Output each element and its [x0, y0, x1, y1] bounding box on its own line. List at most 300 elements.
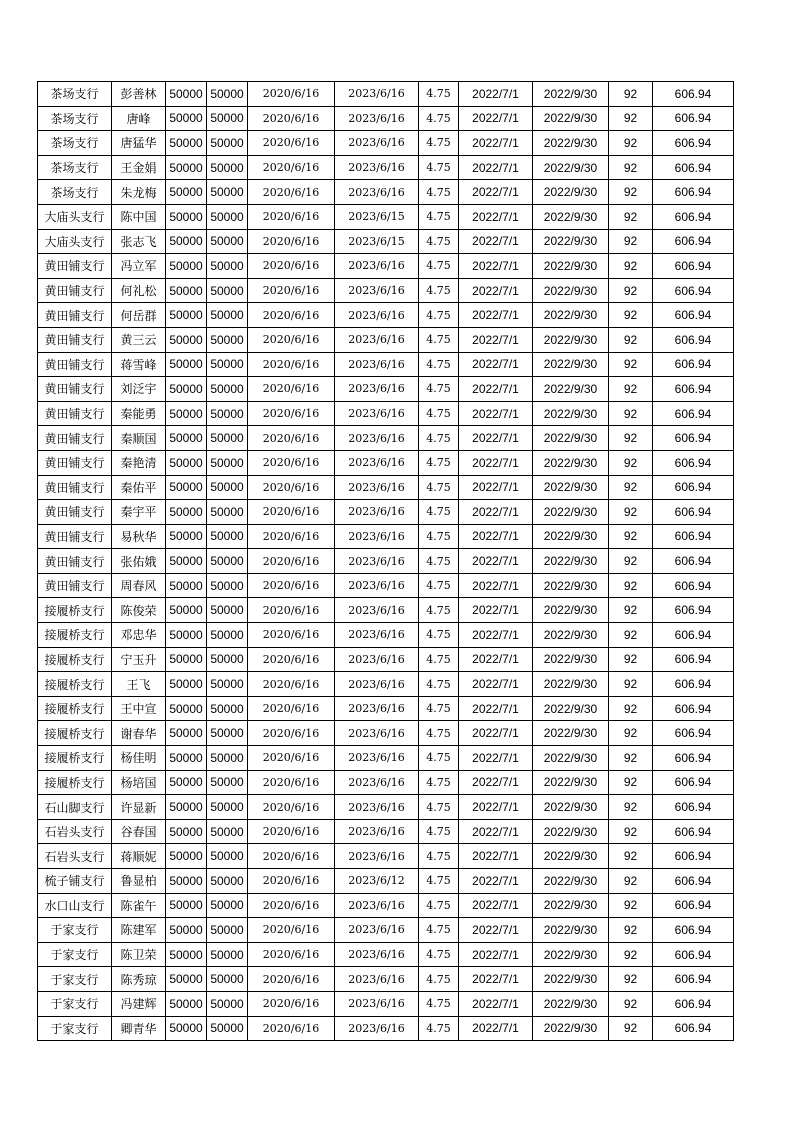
name-cell: 何岳群	[112, 303, 166, 328]
rate-cell: 4.75	[419, 500, 459, 525]
period-start-cell: 2022/7/1	[459, 278, 533, 303]
period-start-cell: 2022/7/1	[459, 573, 533, 598]
balance-cell: 50000	[207, 327, 248, 352]
end-date-cell: 2023/6/16	[335, 623, 419, 648]
period-end-cell: 2022/9/30	[533, 844, 609, 869]
balance-cell: 50000	[207, 450, 248, 475]
name-cell: 秦宇平	[112, 500, 166, 525]
days-cell: 92	[609, 82, 653, 107]
end-date-cell: 2023/6/15	[335, 229, 419, 254]
table-body	[38, 82, 734, 1041]
balance-cell: 50000	[207, 991, 248, 1016]
table-row	[38, 204, 734, 229]
branch-cell: 黄田铺支行	[38, 254, 112, 279]
rate-cell: 4.75	[419, 647, 459, 672]
name-cell: 蒋雪峰	[112, 352, 166, 377]
table-row	[38, 795, 734, 820]
balance-cell: 50000	[207, 770, 248, 795]
end-date-cell: 2023/6/16	[335, 573, 419, 598]
name-cell: 陈建军	[112, 918, 166, 943]
branch-cell: 于家支行	[38, 991, 112, 1016]
name-cell: 陈俊荣	[112, 598, 166, 623]
start-date-cell: 2020/6/16	[248, 475, 335, 500]
name-cell: 王金娟	[112, 155, 166, 180]
rate-cell: 4.75	[419, 204, 459, 229]
branch-cell: 茶场支行	[38, 82, 112, 107]
loan-amount-cell: 50000	[166, 672, 207, 697]
loan-amount-cell: 50000	[166, 991, 207, 1016]
name-cell: 王中宣	[112, 696, 166, 721]
rate-cell: 4.75	[419, 131, 459, 156]
rate-cell: 4.75	[419, 229, 459, 254]
interest-cell: 606.94	[653, 180, 734, 205]
days-cell: 92	[609, 106, 653, 131]
start-date-cell: 2020/6/16	[248, 524, 335, 549]
start-date-cell: 2020/6/16	[248, 303, 335, 328]
branch-cell: 黄田铺支行	[38, 500, 112, 525]
period-end-cell: 2022/9/30	[533, 450, 609, 475]
loan-amount-cell: 50000	[166, 377, 207, 402]
balance-cell: 50000	[207, 278, 248, 303]
days-cell: 92	[609, 278, 653, 303]
table-row	[38, 991, 734, 1016]
period-end-cell: 2022/9/30	[533, 131, 609, 156]
days-cell: 92	[609, 647, 653, 672]
table-row	[38, 844, 734, 869]
interest-cell: 606.94	[653, 721, 734, 746]
days-cell: 92	[609, 229, 653, 254]
days-cell: 92	[609, 155, 653, 180]
table-row	[38, 401, 734, 426]
period-end-cell: 2022/9/30	[533, 401, 609, 426]
period-start-cell: 2022/7/1	[459, 893, 533, 918]
rate-cell: 4.75	[419, 721, 459, 746]
end-date-cell: 2023/6/16	[335, 475, 419, 500]
days-cell: 92	[609, 795, 653, 820]
period-start-cell: 2022/7/1	[459, 819, 533, 844]
period-end-cell: 2022/9/30	[533, 524, 609, 549]
table-row	[38, 450, 734, 475]
start-date-cell: 2020/6/16	[248, 426, 335, 451]
end-date-cell: 2023/6/16	[335, 450, 419, 475]
loan-amount-cell: 50000	[166, 131, 207, 156]
end-date-cell: 2023/6/16	[335, 795, 419, 820]
days-cell: 92	[609, 991, 653, 1016]
branch-cell: 于家支行	[38, 942, 112, 967]
period-end-cell: 2022/9/30	[533, 869, 609, 894]
end-date-cell: 2023/6/16	[335, 918, 419, 943]
start-date-cell: 2020/6/16	[248, 770, 335, 795]
table-row	[38, 549, 734, 574]
end-date-cell: 2023/6/16	[335, 942, 419, 967]
end-date-cell: 2023/6/16	[335, 746, 419, 771]
period-end-cell: 2022/9/30	[533, 819, 609, 844]
rate-cell: 4.75	[419, 426, 459, 451]
name-cell: 秦艳清	[112, 450, 166, 475]
period-start-cell: 2022/7/1	[459, 696, 533, 721]
name-cell: 朱龙梅	[112, 180, 166, 205]
end-date-cell: 2023/6/16	[335, 967, 419, 992]
balance-cell: 50000	[207, 180, 248, 205]
name-cell: 邓忠华	[112, 623, 166, 648]
name-cell: 周春风	[112, 573, 166, 598]
period-end-cell: 2022/9/30	[533, 549, 609, 574]
loan-amount-cell: 50000	[166, 475, 207, 500]
period-end-cell: 2022/9/30	[533, 475, 609, 500]
balance-cell: 50000	[207, 844, 248, 869]
end-date-cell: 2023/6/16	[335, 82, 419, 107]
interest-cell: 606.94	[653, 426, 734, 451]
balance-cell: 50000	[207, 155, 248, 180]
name-cell: 杨佳明	[112, 746, 166, 771]
interest-cell: 606.94	[653, 204, 734, 229]
period-start-cell: 2022/7/1	[459, 500, 533, 525]
period-start-cell: 2022/7/1	[459, 549, 533, 574]
rate-cell: 4.75	[419, 918, 459, 943]
balance-cell: 50000	[207, 1016, 248, 1041]
loan-amount-cell: 50000	[166, 918, 207, 943]
loan-amount-cell: 50000	[166, 254, 207, 279]
interest-cell: 606.94	[653, 647, 734, 672]
start-date-cell: 2020/6/16	[248, 377, 335, 402]
loan-amount-cell: 50000	[166, 1016, 207, 1041]
start-date-cell: 2020/6/16	[248, 918, 335, 943]
start-date-cell: 2020/6/16	[248, 155, 335, 180]
table-row	[38, 647, 734, 672]
branch-cell: 黄田铺支行	[38, 426, 112, 451]
loan-amount-cell: 50000	[166, 450, 207, 475]
interest-cell: 606.94	[653, 352, 734, 377]
end-date-cell: 2023/6/16	[335, 598, 419, 623]
period-start-cell: 2022/7/1	[459, 795, 533, 820]
branch-cell: 接履桥支行	[38, 647, 112, 672]
interest-cell: 606.94	[653, 377, 734, 402]
period-end-cell: 2022/9/30	[533, 303, 609, 328]
interest-cell: 606.94	[653, 1016, 734, 1041]
branch-cell: 石岩头支行	[38, 844, 112, 869]
start-date-cell: 2020/6/16	[248, 106, 335, 131]
name-cell: 刘泛宇	[112, 377, 166, 402]
loan-amount-cell: 50000	[166, 327, 207, 352]
days-cell: 92	[609, 573, 653, 598]
loan-amount-cell: 50000	[166, 696, 207, 721]
balance-cell: 50000	[207, 303, 248, 328]
end-date-cell: 2023/6/16	[335, 106, 419, 131]
start-date-cell: 2020/6/16	[248, 598, 335, 623]
rate-cell: 4.75	[419, 623, 459, 648]
branch-cell: 茶场支行	[38, 155, 112, 180]
interest-cell: 606.94	[653, 401, 734, 426]
end-date-cell: 2023/6/16	[335, 991, 419, 1016]
table-row	[38, 623, 734, 648]
period-start-cell: 2022/7/1	[459, 991, 533, 1016]
rate-cell: 4.75	[419, 155, 459, 180]
start-date-cell: 2020/6/16	[248, 991, 335, 1016]
end-date-cell: 2023/6/16	[335, 819, 419, 844]
interest-cell: 606.94	[653, 598, 734, 623]
end-date-cell: 2023/6/16	[335, 401, 419, 426]
balance-cell: 50000	[207, 672, 248, 697]
loan-amount-cell: 50000	[166, 106, 207, 131]
name-cell: 冯建辉	[112, 991, 166, 1016]
start-date-cell: 2020/6/16	[248, 500, 335, 525]
balance-cell: 50000	[207, 254, 248, 279]
table-row	[38, 967, 734, 992]
loan-amount-cell: 50000	[166, 647, 207, 672]
name-cell: 蒋顺妮	[112, 844, 166, 869]
balance-cell: 50000	[207, 229, 248, 254]
start-date-cell: 2020/6/16	[248, 696, 335, 721]
start-date-cell: 2020/6/16	[248, 672, 335, 697]
branch-cell: 黄田铺支行	[38, 524, 112, 549]
period-start-cell: 2022/7/1	[459, 106, 533, 131]
balance-cell: 50000	[207, 524, 248, 549]
days-cell: 92	[609, 696, 653, 721]
loan-amount-cell: 50000	[166, 795, 207, 820]
end-date-cell: 2023/6/16	[335, 254, 419, 279]
end-date-cell: 2023/6/16	[335, 893, 419, 918]
table-row	[38, 524, 734, 549]
balance-cell: 50000	[207, 500, 248, 525]
branch-cell: 黄田铺支行	[38, 377, 112, 402]
branch-cell: 接履桥支行	[38, 696, 112, 721]
branch-cell: 茶场支行	[38, 180, 112, 205]
table-row	[38, 278, 734, 303]
rate-cell: 4.75	[419, 352, 459, 377]
interest-cell: 606.94	[653, 869, 734, 894]
period-end-cell: 2022/9/30	[533, 82, 609, 107]
start-date-cell: 2020/6/16	[248, 204, 335, 229]
balance-cell: 50000	[207, 549, 248, 574]
name-cell: 冯立军	[112, 254, 166, 279]
name-cell: 张志飞	[112, 229, 166, 254]
table-row	[38, 229, 734, 254]
days-cell: 92	[609, 475, 653, 500]
period-start-cell: 2022/7/1	[459, 327, 533, 352]
table-row	[38, 254, 734, 279]
name-cell: 秦能勇	[112, 401, 166, 426]
days-cell: 92	[609, 1016, 653, 1041]
period-end-cell: 2022/9/30	[533, 106, 609, 131]
balance-cell: 50000	[207, 106, 248, 131]
loan-amount-cell: 50000	[166, 204, 207, 229]
end-date-cell: 2023/6/16	[335, 327, 419, 352]
balance-cell: 50000	[207, 893, 248, 918]
period-start-cell: 2022/7/1	[459, 131, 533, 156]
branch-cell: 黄田铺支行	[38, 475, 112, 500]
period-end-cell: 2022/9/30	[533, 1016, 609, 1041]
table-row	[38, 106, 734, 131]
period-end-cell: 2022/9/30	[533, 696, 609, 721]
branch-cell: 黄田铺支行	[38, 303, 112, 328]
balance-cell: 50000	[207, 598, 248, 623]
balance-cell: 50000	[207, 869, 248, 894]
end-date-cell: 2023/6/15	[335, 204, 419, 229]
period-start-cell: 2022/7/1	[459, 155, 533, 180]
period-start-cell: 2022/7/1	[459, 598, 533, 623]
balance-cell: 50000	[207, 795, 248, 820]
table-row	[38, 696, 734, 721]
period-end-cell: 2022/9/30	[533, 967, 609, 992]
table-row	[38, 155, 734, 180]
branch-cell: 梳子铺支行	[38, 869, 112, 894]
interest-cell: 606.94	[653, 573, 734, 598]
balance-cell: 50000	[207, 426, 248, 451]
branch-cell: 黄田铺支行	[38, 352, 112, 377]
days-cell: 92	[609, 180, 653, 205]
table-row	[38, 352, 734, 377]
period-end-cell: 2022/9/30	[533, 942, 609, 967]
period-end-cell: 2022/9/30	[533, 155, 609, 180]
interest-cell: 606.94	[653, 967, 734, 992]
branch-cell: 接履桥支行	[38, 721, 112, 746]
name-cell: 张佑娥	[112, 549, 166, 574]
period-start-cell: 2022/7/1	[459, 401, 533, 426]
interest-cell: 606.94	[653, 106, 734, 131]
period-end-cell: 2022/9/30	[533, 647, 609, 672]
period-start-cell: 2022/7/1	[459, 377, 533, 402]
rate-cell: 4.75	[419, 942, 459, 967]
name-cell: 秦佑平	[112, 475, 166, 500]
start-date-cell: 2020/6/16	[248, 942, 335, 967]
rate-cell: 4.75	[419, 672, 459, 697]
period-end-cell: 2022/9/30	[533, 598, 609, 623]
days-cell: 92	[609, 623, 653, 648]
days-cell: 92	[609, 598, 653, 623]
branch-cell: 石岩头支行	[38, 819, 112, 844]
name-cell: 陈秀琼	[112, 967, 166, 992]
days-cell: 92	[609, 401, 653, 426]
name-cell: 杨培国	[112, 770, 166, 795]
branch-cell: 茶场支行	[38, 131, 112, 156]
balance-cell: 50000	[207, 623, 248, 648]
days-cell: 92	[609, 352, 653, 377]
rate-cell: 4.75	[419, 303, 459, 328]
loan-amount-cell: 50000	[166, 500, 207, 525]
name-cell: 陈中国	[112, 204, 166, 229]
interest-cell: 606.94	[653, 254, 734, 279]
interest-cell: 606.94	[653, 844, 734, 869]
table-row	[38, 377, 734, 402]
loan-amount-cell: 50000	[166, 352, 207, 377]
balance-cell: 50000	[207, 647, 248, 672]
interest-cell: 606.94	[653, 696, 734, 721]
balance-cell: 50000	[207, 573, 248, 598]
interest-cell: 606.94	[653, 155, 734, 180]
branch-cell: 水口山支行	[38, 893, 112, 918]
period-start-cell: 2022/7/1	[459, 352, 533, 377]
period-end-cell: 2022/9/30	[533, 327, 609, 352]
loan-amount-cell: 50000	[166, 770, 207, 795]
table-row	[38, 1016, 734, 1041]
loan-amount-cell: 50000	[166, 573, 207, 598]
loan-amount-cell: 50000	[166, 303, 207, 328]
start-date-cell: 2020/6/16	[248, 131, 335, 156]
loan-amount-cell: 50000	[166, 598, 207, 623]
period-start-cell: 2022/7/1	[459, 303, 533, 328]
interest-cell: 606.94	[653, 524, 734, 549]
days-cell: 92	[609, 204, 653, 229]
interest-cell: 606.94	[653, 278, 734, 303]
table-row	[38, 942, 734, 967]
loan-amount-cell: 50000	[166, 746, 207, 771]
loan-amount-cell: 50000	[166, 180, 207, 205]
period-start-cell: 2022/7/1	[459, 450, 533, 475]
start-date-cell: 2020/6/16	[248, 401, 335, 426]
period-start-cell: 2022/7/1	[459, 426, 533, 451]
table-row	[38, 893, 734, 918]
period-end-cell: 2022/9/30	[533, 254, 609, 279]
days-cell: 92	[609, 918, 653, 943]
branch-cell: 黄田铺支行	[38, 327, 112, 352]
period-start-cell: 2022/7/1	[459, 180, 533, 205]
period-end-cell: 2022/9/30	[533, 672, 609, 697]
end-date-cell: 2023/6/16	[335, 549, 419, 574]
name-cell: 陈雀午	[112, 893, 166, 918]
table-row	[38, 426, 734, 451]
start-date-cell: 2020/6/16	[248, 254, 335, 279]
period-end-cell: 2022/9/30	[533, 180, 609, 205]
interest-cell: 606.94	[653, 746, 734, 771]
rate-cell: 4.75	[419, 991, 459, 1016]
end-date-cell: 2023/6/16	[335, 352, 419, 377]
balance-cell: 50000	[207, 204, 248, 229]
period-start-cell: 2022/7/1	[459, 672, 533, 697]
branch-cell: 黄田铺支行	[38, 549, 112, 574]
period-start-cell: 2022/7/1	[459, 229, 533, 254]
period-start-cell: 2022/7/1	[459, 844, 533, 869]
period-start-cell: 2022/7/1	[459, 942, 533, 967]
period-end-cell: 2022/9/30	[533, 893, 609, 918]
balance-cell: 50000	[207, 377, 248, 402]
rate-cell: 4.75	[419, 327, 459, 352]
rate-cell: 4.75	[419, 844, 459, 869]
rate-cell: 4.75	[419, 278, 459, 303]
period-end-cell: 2022/9/30	[533, 377, 609, 402]
end-date-cell: 2023/6/16	[335, 131, 419, 156]
start-date-cell: 2020/6/16	[248, 795, 335, 820]
balance-cell: 50000	[207, 918, 248, 943]
interest-cell: 606.94	[653, 549, 734, 574]
branch-cell: 石山脚支行	[38, 795, 112, 820]
start-date-cell: 2020/6/16	[248, 229, 335, 254]
start-date-cell: 2020/6/16	[248, 967, 335, 992]
balance-cell: 50000	[207, 475, 248, 500]
balance-cell: 50000	[207, 819, 248, 844]
end-date-cell: 2023/6/16	[335, 844, 419, 869]
rate-cell: 4.75	[419, 549, 459, 574]
balance-cell: 50000	[207, 696, 248, 721]
rate-cell: 4.75	[419, 573, 459, 598]
rate-cell: 4.75	[419, 819, 459, 844]
branch-cell: 黄田铺支行	[38, 573, 112, 598]
name-cell: 谢春华	[112, 721, 166, 746]
interest-cell: 606.94	[653, 450, 734, 475]
period-end-cell: 2022/9/30	[533, 500, 609, 525]
period-end-cell: 2022/9/30	[533, 352, 609, 377]
days-cell: 92	[609, 942, 653, 967]
branch-cell: 接履桥支行	[38, 746, 112, 771]
period-start-cell: 2022/7/1	[459, 254, 533, 279]
branch-cell: 黄田铺支行	[38, 450, 112, 475]
period-end-cell: 2022/9/30	[533, 746, 609, 771]
table-row	[38, 131, 734, 156]
interest-cell: 606.94	[653, 893, 734, 918]
period-start-cell: 2022/7/1	[459, 524, 533, 549]
start-date-cell: 2020/6/16	[248, 327, 335, 352]
days-cell: 92	[609, 770, 653, 795]
period-end-cell: 2022/9/30	[533, 721, 609, 746]
